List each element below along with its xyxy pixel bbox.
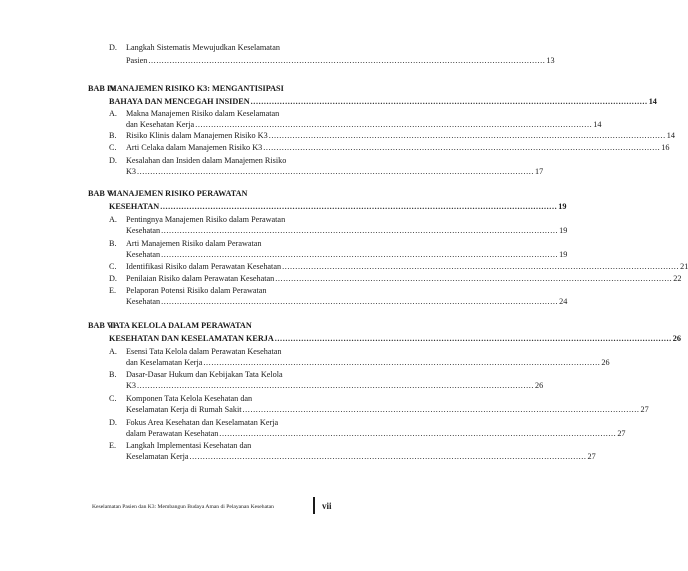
toc-item-row[interactable] (126, 428, 626, 439)
page-number: 14 (593, 120, 602, 129)
chapter-title: MANAJEMEN RISIKO PERAWATAN (109, 189, 248, 198)
leader-dots: ...................................................................................................................................................... (263, 143, 661, 152)
toc-item-title: Makna Manajemen Risiko dalam Keselamatan (126, 109, 280, 118)
chapter-title: MANAJEMEN RISIKO K3: MENGANTISIPASI (109, 84, 284, 93)
toc-item-row[interactable] (126, 119, 602, 130)
toc-item-row[interactable] (126, 296, 568, 307)
footer-divider (313, 497, 315, 514)
toc-item-row[interactable] (126, 225, 568, 236)
toc-item-title: Risiko Klinis dalam Manajemen Risiko K3 (126, 131, 268, 140)
toc-letter: E. (109, 286, 117, 295)
toc-item-title-cont: dan Kesehatan Kerja (126, 120, 195, 129)
leader-dots: ...................................................................................................................................................... (203, 358, 601, 367)
toc-letter: C. (109, 262, 117, 271)
toc-item-title-cont: Pasien (126, 56, 148, 65)
toc-item-title-cont: Keselamatan Kerja di Rumah Sakit (126, 405, 242, 414)
toc-item-row[interactable] (126, 380, 544, 391)
page-number: 27 (640, 405, 649, 414)
toc-item-title-cont: Keselamatan Kerja (126, 452, 189, 461)
page-number: 19 (559, 226, 568, 235)
toc-item-row[interactable] (126, 261, 688, 272)
toc-item-title-cont: K3 (126, 167, 137, 176)
leader-dots: ...................................................................................................................................................... (137, 381, 535, 390)
toc-item-title: Langkah Sistematis Mewujudkan Keselamatan (126, 43, 280, 52)
toc-letter: D. (109, 418, 117, 427)
leader-dots: ...................................................................................................................................................... (161, 250, 559, 259)
page-number: 26 (601, 358, 610, 367)
toc-letter: D. (109, 43, 117, 52)
page-number: 17 (535, 167, 544, 176)
chapter-label: BAB VI (88, 321, 116, 330)
leader-dots: ...................................................................................................................................................... (161, 226, 559, 235)
footer-book-title: Keselamatan Pasien dan K3: Membangun Budaya Aman di Pelayanan Kesehatan (92, 504, 274, 510)
page-number: 16 (661, 143, 670, 152)
toc-letter: A. (109, 109, 117, 118)
toc-letter: B. (109, 239, 117, 248)
toc-item-title-cont: Kesehatan (126, 226, 161, 235)
page-number: 27 (617, 429, 626, 438)
toc-item-title-cont: dan Keselamatan Kerja (126, 358, 203, 367)
toc-item-row[interactable] (126, 142, 670, 153)
toc-item-title: Fokus Area Kesehatan dan Keselamatan Kerja (126, 418, 279, 427)
toc-item-title: Pentingnya Manajemen Risiko dalam Perawatan (126, 215, 286, 224)
toc-item-title-cont: K3 (126, 381, 137, 390)
toc-item-title: Dasar-Dasar Hukum dan Kebijakan Tata Kelola (126, 370, 283, 379)
leader-dots: ...................................................................................................................................................... (275, 274, 673, 283)
footer-page-number: vii (322, 501, 332, 511)
toc-item-title: Arti Manajemen Risiko dalam Perawatan (126, 239, 262, 248)
page-number: 21 (680, 262, 688, 271)
chapter-title: TATA KELOLA DALAM PERAWATAN (109, 321, 252, 330)
page-number: 26 (535, 381, 544, 390)
leader-dots: ...................................................................................................................................................... (189, 452, 587, 461)
toc-letter: C. (109, 394, 117, 403)
leader-dots: ...................................................................................................................................................... (268, 131, 666, 140)
toc-item-row[interactable] (126, 55, 555, 66)
page-number: 13 (546, 56, 555, 65)
toc-item-title: Pelaporan Potensi Risiko dalam Perawatan (126, 286, 267, 295)
toc-item-title: Identifikasi Risiko dalam Perawatan Kesehatan (126, 262, 282, 271)
chapter-title-row[interactable] (109, 333, 681, 344)
page-number: 19 (559, 250, 568, 259)
page-number: 26 (672, 334, 681, 343)
leader-dots: ...................................................................................................................................................... (160, 202, 558, 211)
toc-item-title-cont: Kesehatan (126, 297, 161, 306)
toc-letter: E. (109, 441, 117, 450)
toc-letter: B. (109, 131, 117, 140)
toc-item-row[interactable] (126, 357, 610, 368)
toc-letter: D. (109, 156, 117, 165)
toc-letter: D. (109, 274, 117, 283)
page-number: 24 (559, 297, 568, 306)
toc-item-title: Langkah Implementasi Kesehatan dan (126, 441, 252, 450)
leader-dots: ...................................................................................................................................................... (161, 297, 559, 306)
leader-dots: ...................................................................................................................................................... (242, 405, 640, 414)
leader-dots: ...................................................................................................................................................... (274, 334, 672, 343)
page-number: 19 (558, 202, 567, 211)
toc-item-row[interactable] (126, 166, 544, 177)
toc-letter: B. (109, 370, 117, 379)
toc-item-title-cont: dalam Perawatan Kesehatan (126, 429, 219, 438)
toc-item-row[interactable] (126, 130, 675, 141)
chapter-title-row[interactable] (109, 96, 657, 107)
page-number: 14 (648, 97, 657, 106)
toc-letter: A. (109, 215, 117, 224)
toc-letter: C. (109, 143, 117, 152)
toc-item-row[interactable] (126, 249, 568, 260)
leader-dots: ...................................................................................................................................................... (219, 429, 617, 438)
leader-dots: ...................................................................................................................................................... (282, 262, 680, 271)
chapter-title-cont: KESEHATAN (109, 202, 160, 211)
toc-item-row[interactable] (126, 273, 682, 284)
toc-item-title: Penilaian Risiko dalam Perawatan Kesehatan (126, 274, 275, 283)
toc-item-row[interactable] (126, 451, 596, 462)
page-number: 14 (666, 131, 675, 140)
page-number: 22 (673, 274, 682, 283)
chapter-label: BAB IV (88, 84, 116, 93)
chapter-title-cont: BAHAYA DAN MENCEGAH INSIDEN (109, 97, 250, 106)
chapter-title-cont: KESEHATAN DAN KESELAMATAN KERJA (109, 334, 274, 343)
toc-item-title-cont: Kesehatan (126, 250, 161, 259)
leader-dots: ...................................................................................................................................................... (195, 120, 593, 129)
page-number: 27 (587, 452, 596, 461)
toc-item-title: Arti Celaka dalam Manajemen Risiko K3 (126, 143, 263, 152)
toc-item-title: Komponen Tata Kelola Kesehatan dan (126, 394, 253, 403)
chapter-label: BAB V (88, 189, 113, 198)
chapter-title-row[interactable] (109, 201, 567, 212)
leader-dots: ...................................................................................................................................................... (148, 56, 546, 65)
toc-item-row[interactable] (126, 404, 649, 415)
toc-letter: A. (109, 347, 117, 356)
leader-dots: ...................................................................................................................................................... (250, 97, 648, 106)
leader-dots: ...................................................................................................................................................... (137, 167, 535, 176)
toc-item-title: Esensi Tata Kelola dalam Perawatan Kesehatan (126, 347, 282, 356)
toc-item-title: Kesalahan dan Insiden dalam Manajemen Risiko (126, 156, 287, 165)
